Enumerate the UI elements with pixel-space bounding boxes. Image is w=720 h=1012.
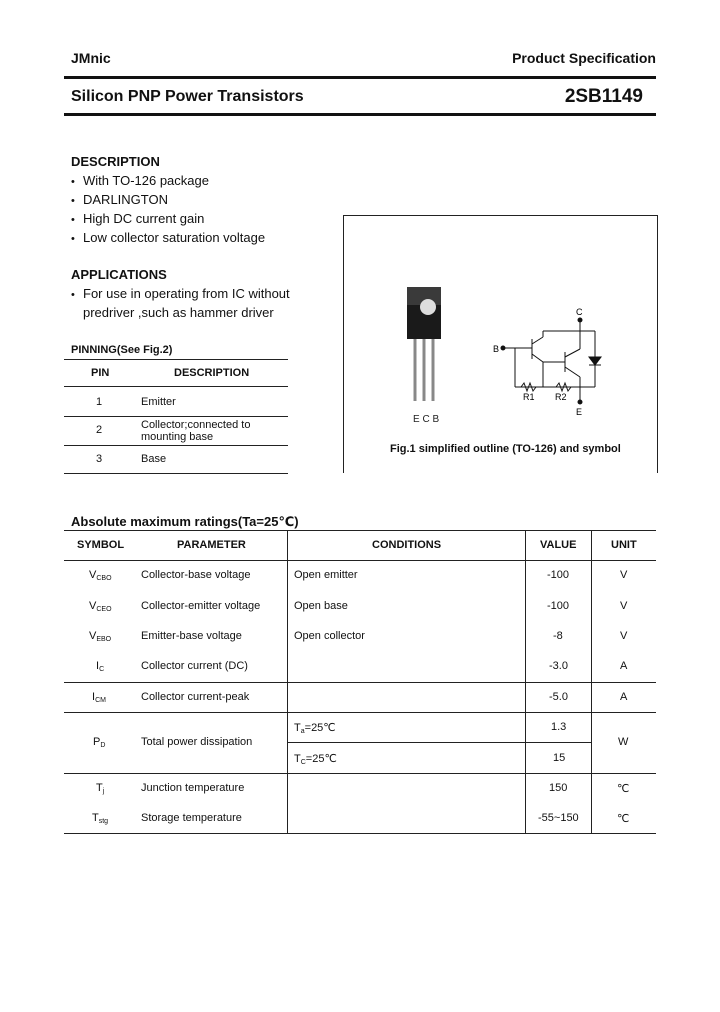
symbol-cell: $T_{stg}$ bbox=[92, 812, 109, 825]
parameter-cell: Junction temperature bbox=[141, 782, 245, 794]
table-rule bbox=[64, 712, 656, 713]
value-cell: -8 bbox=[553, 630, 563, 642]
value-cell: 15 bbox=[553, 752, 566, 764]
to126-package-and-symbol bbox=[343, 215, 656, 445]
unit-cell: ℃ bbox=[617, 783, 630, 795]
value-cell: 150 bbox=[549, 782, 568, 794]
table-rule bbox=[64, 530, 656, 531]
r1-label: R1 bbox=[523, 392, 535, 402]
symbol-cell: $P_D$ bbox=[93, 736, 106, 749]
description-heading: DESCRIPTION bbox=[71, 154, 160, 169]
bullet-icon: • bbox=[71, 176, 75, 188]
table-divider bbox=[591, 530, 592, 833]
bullet-icon: • bbox=[71, 233, 75, 245]
unit-cell: V bbox=[620, 569, 628, 581]
table-rule bbox=[64, 386, 288, 387]
parameter-cell: Total power dissipation bbox=[141, 736, 253, 748]
list-item: • Low collector saturation voltage bbox=[71, 230, 266, 245]
product-title: Silicon PNP Power Transistors bbox=[71, 88, 304, 105]
value-cell: 1.3 bbox=[551, 721, 567, 733]
symbol-cell: $V_{CBO}$ bbox=[89, 569, 112, 582]
base-label: B bbox=[493, 344, 500, 354]
table-rule bbox=[64, 416, 288, 417]
part-number: 2SB1149 bbox=[564, 86, 643, 107]
table-divider bbox=[287, 530, 288, 833]
unit-cell: V bbox=[620, 600, 628, 612]
list-item: • With TO-126 package bbox=[71, 173, 209, 188]
conditions-cell: Open collector bbox=[294, 630, 365, 642]
conditions-cell: Open emitter bbox=[294, 569, 358, 581]
unit-column-header: UNIT bbox=[611, 539, 637, 551]
table-rule bbox=[287, 742, 591, 743]
pin-description-line2: mounting base bbox=[141, 431, 214, 443]
table-rule bbox=[64, 833, 656, 834]
parameter-cell: Collector-emitter voltage bbox=[141, 600, 261, 612]
description-column-header: DESCRIPTION bbox=[174, 367, 250, 379]
figure-caption: Fig.1 simplified outline (TO-126) and symbol bbox=[390, 443, 621, 455]
document-type: Product Specification bbox=[512, 50, 656, 66]
title-rule bbox=[64, 113, 656, 116]
table-rule bbox=[64, 560, 656, 561]
symbol-column-header: SYMBOL bbox=[77, 539, 125, 551]
emitter-label: E bbox=[576, 407, 583, 417]
darlington-symbol-icon bbox=[501, 318, 601, 404]
pinning-heading: PINNING(See Fig.2) bbox=[71, 344, 173, 356]
conditions-cell: $T_C=25℃$ bbox=[294, 753, 337, 766]
parameter-cell: Emitter-base voltage bbox=[141, 630, 242, 642]
value-cell: -100 bbox=[547, 600, 570, 612]
parameter-column-header: PARAMETER bbox=[177, 539, 246, 551]
header-rule bbox=[64, 76, 656, 79]
company-name: JMnic bbox=[71, 50, 111, 66]
list-item: • DARLINGTON bbox=[71, 192, 168, 207]
unit-cell: A bbox=[620, 660, 628, 672]
list-item: • High DC current gain bbox=[71, 211, 205, 226]
table-rule bbox=[64, 773, 656, 774]
unit-cell: W bbox=[618, 736, 629, 748]
value-cell: -100 bbox=[547, 569, 570, 581]
table-divider bbox=[525, 530, 526, 833]
value-cell: -5.0 bbox=[549, 691, 568, 703]
applications-heading: APPLICATIONS bbox=[71, 267, 167, 282]
package-icon bbox=[407, 287, 441, 401]
parameter-cell: Collector current (DC) bbox=[141, 660, 248, 672]
pin-number: 1 bbox=[96, 396, 103, 408]
conditions-cell: Open base bbox=[294, 600, 348, 612]
value-cell: -3.0 bbox=[549, 660, 568, 672]
symbol-cell: $T_j$ bbox=[96, 782, 105, 795]
unit-cell: A bbox=[620, 691, 628, 703]
r2-label: R2 bbox=[555, 392, 567, 402]
value-cell: -55~150 bbox=[538, 812, 579, 824]
list-item: • For use in operating from IC without bbox=[71, 286, 290, 301]
package-pin-labels: E C B bbox=[413, 414, 440, 425]
table-rule bbox=[64, 445, 288, 446]
bullet-icon: • bbox=[71, 289, 75, 301]
parameter-cell: Storage temperature bbox=[141, 812, 242, 824]
pin-number: 3 bbox=[96, 453, 103, 465]
parameter-cell: Collector current-peak bbox=[141, 691, 250, 703]
pin-description: Collector;connected to bbox=[141, 419, 251, 431]
table-rule bbox=[64, 473, 288, 474]
unit-cell: ℃ bbox=[617, 813, 630, 825]
pin-description: Base bbox=[141, 453, 167, 465]
ratings-heading: Absolute maximum ratings(Ta=25℃) bbox=[71, 514, 299, 529]
pin-column-header: PIN bbox=[91, 367, 110, 379]
pin-number: 2 bbox=[96, 424, 103, 436]
conditions-cell: $T_a=25℃$ bbox=[294, 722, 336, 735]
pin-description: Emitter bbox=[141, 396, 176, 408]
table-rule bbox=[64, 682, 656, 683]
bullet-icon: • bbox=[71, 214, 75, 226]
conditions-column-header: CONDITIONS bbox=[372, 539, 442, 551]
symbol-cell: $I_C$ bbox=[96, 660, 105, 673]
symbol-cell: $I_{CM}$ bbox=[92, 691, 106, 704]
parameter-cell: Collector-base voltage bbox=[141, 569, 251, 581]
table-rule bbox=[64, 359, 288, 360]
value-column-header: VALUE bbox=[540, 539, 577, 551]
symbol-cell: $V_{CEO}$ bbox=[89, 600, 112, 613]
symbol-cell: $V_{EBO}$ bbox=[89, 630, 112, 643]
list-item-continuation: predriver ,such as hammer driver bbox=[83, 305, 274, 320]
unit-cell: V bbox=[620, 630, 628, 642]
bullet-icon: • bbox=[71, 195, 75, 207]
collector-label: C bbox=[576, 307, 583, 317]
